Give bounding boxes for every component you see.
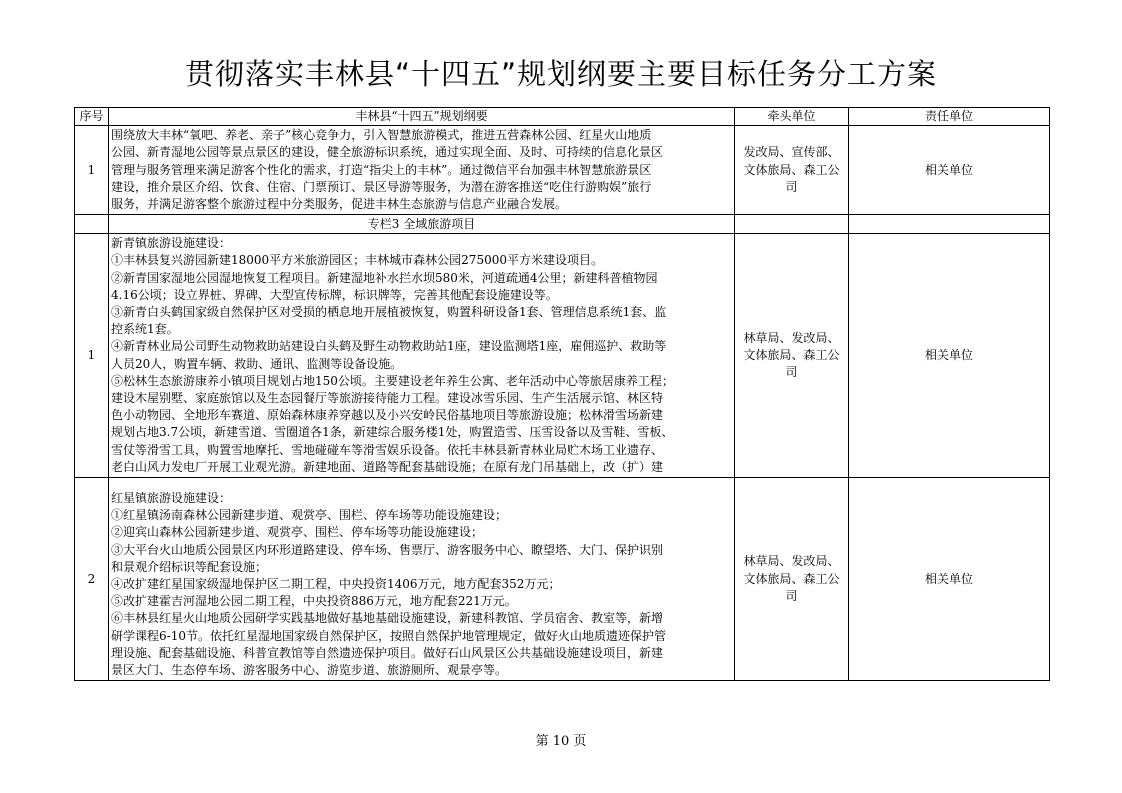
content-line: 控系统1套。: [111, 322, 179, 337]
content-line: ⑥丰林县红星火山地质公园研学实践基地做好基地基础设施建设，新建科教馆、学员宿舍、教室等，新增: [111, 611, 664, 626]
content-line: ④新青林业局公司野生动物救助站建设白头鹤及野生动物救助站1座，建设监测塔1座，雇佣巡护、救助等: [111, 339, 667, 354]
table-row: [75, 478, 1050, 681]
section-header-row: [75, 215, 1050, 234]
row-content: [109, 126, 735, 215]
lead-unit: [735, 234, 849, 478]
content-line: 雪仗等滑雪工具，购置雪地摩托、雪地碰碰车等滑雪娱乐设备。依托丰林县新青林业局贮木场工业遗存、: [111, 442, 664, 457]
lead-unit-line: 发改局、宣传部、: [743, 145, 840, 160]
lead-unit: [735, 478, 849, 681]
row-content: [109, 478, 735, 681]
content-line: 理设施、配套基础设施、科普宣教馆等自然遗迹保护项目。做好石山风景区公共基础设施建设项目，新建: [111, 645, 664, 660]
content-line: 建设木屋别墅、家庭旅馆以及生态园餐厅等旅游接待能力工程。建设冰雪乐园、生产生活展示馆、林区特: [111, 391, 664, 406]
task-table: [74, 107, 1050, 681]
row-index: 1: [75, 126, 109, 215]
content-line: 4.16公顷；设立界桩、界碑、大型宣传标牌，标识牌等，完善其他配套设施建设等。: [111, 287, 558, 302]
lead-unit: [735, 126, 849, 215]
row-index: 2: [75, 478, 109, 681]
content-line: 和景观介绍标识等配套设施；: [111, 559, 268, 574]
content-line: ③大平台火山地质公园景区内环形道路建设、停车场、售票厅、游客服务中心、瞭望塔、大门、保护识别: [111, 542, 664, 557]
content-line: 建设，推介景区介绍、饮食、住宿、门票预订、景区导游等服务，为潜在游客推送“吃住行游购娱”旅行: [111, 179, 652, 194]
content-line: 色小动物园、全地形车赛道、原始森林康养穿越以及小兴安岭民俗基地项目等旅游设施；松林滑雪场新建: [111, 408, 664, 423]
header-index: 序号: [75, 108, 109, 126]
content-line: 研学课程6-10节。依托红星湿地国家级自然保护区，按照自然保护地管理规定，做好火山地质遗迹保护管: [111, 628, 666, 643]
lead-unit-line: 司: [785, 179, 798, 194]
lead-unit-line: 文体旅局、森工公: [743, 162, 840, 177]
row-content: [109, 234, 735, 478]
content-line: 红星镇旅游设施建设：: [111, 491, 232, 506]
section-header: 专栏3 全域旅游项目: [109, 215, 735, 234]
table-row: [75, 234, 1050, 478]
responsible-unit: 相关单位: [849, 478, 1050, 681]
content-line: 服务，并满足游客整个旅游过程中分类服务，促进丰林生态旅游与信息产业融合发展。: [111, 197, 568, 212]
table-row: [75, 126, 1050, 215]
header-resp: 责任单位: [849, 108, 1050, 126]
content-line: ①红星镇汤南森林公园新建步道、观赏亭、围栏、停车场等功能设施建设；: [111, 508, 508, 523]
content-line: ②新青国家湿地公园湿地恢复工程项目。新建湿地补水拦水坝580米，河道疏通4公里；新建科普植物园: [111, 270, 658, 285]
lead-unit-line: 文体旅局、森工公: [743, 571, 840, 586]
page-number: 第 10 页: [535, 734, 587, 749]
row-index: 1: [75, 234, 109, 478]
header-plan: 丰林县“十四五”规划纲要: [109, 108, 735, 126]
content-line: 规划占地3.7公顷，新建雪道、雪圈道各1条，新建综合服务楼1处，购置造雪、压雪设备以及雪鞋、雪板、: [111, 425, 674, 440]
content-line: ⑤松林生态旅游康养小镇项目规划占地150公顷。主要建设老年养生公寓、老年活动中心等旅居康养工程；: [111, 373, 674, 388]
lead-unit-line: 司: [785, 365, 798, 380]
lead-unit-line: 林草局、发改局、: [743, 330, 840, 345]
lead-unit-line: 文体旅局、森工公: [743, 348, 840, 363]
content-line: ②迎宾山森林公园新建步道、观赏亭、围栏、停车场等功能设施建设；: [111, 525, 484, 540]
header-row: [75, 108, 1050, 126]
document-title: 贯彻落实丰林县“十四五”规划纲要主要目标任务分工方案: [184, 57, 938, 91]
content-line: 新青镇旅游设施建设：: [111, 236, 232, 251]
responsible-unit: 相关单位: [849, 126, 1050, 215]
content-line: 围绕放大丰林“氧吧、养老、亲子”核心竞争力，引入智慧旅游模式，推进五营森林公园、红星火山地质: [111, 128, 652, 143]
content-line: ①丰林县复兴游园新建18000平方米旅游园区；丰林城市森林公园275000平方米建设项目。: [111, 253, 603, 268]
content-line: 老白山风力发电厂开展工业观光游。新建地面、道路等配套基础设施；在原有龙门吊基础上，改（扩）建: [111, 459, 664, 474]
lead-unit-line: 司: [785, 588, 798, 603]
content-line: 公园、新青湿地公园等景点景区的建设，健全旅游标识系统，通过实现全面、及时、可持续的信息化景区: [111, 145, 664, 160]
content-line: 管理与服务管理来满足游客个性化的需求，打造“指尖上的丰林”。通过微信平台加强丰林智慧旅游景区: [111, 162, 652, 177]
content-line: ③新青白头鹤国家级自然保护区对受损的栖息地开展植被恢复，购置科研设备1套、管理信息系统1套、监: [111, 305, 667, 320]
content-line: 人员20人，购置车辆、救助、通讯、监测等设备设施。: [111, 356, 403, 371]
content-line: ⑤改扩建霍吉河湿地公园二期工程，中央投资886万元，地方配套221万元。: [111, 594, 517, 609]
header-lead: 牵头单位: [735, 108, 849, 126]
responsible-unit: 相关单位: [849, 234, 1050, 478]
content-line: 景区大门、生态停车场、游客服务中心、游览步道、旅游厕所、观景亭等。: [111, 663, 508, 678]
content-line: ④改扩建红星国家级湿地保护区二期工程，中央投资1406万元，地方配套352万元；: [111, 577, 561, 592]
lead-unit-line: 林草局、发改局、: [743, 554, 840, 569]
